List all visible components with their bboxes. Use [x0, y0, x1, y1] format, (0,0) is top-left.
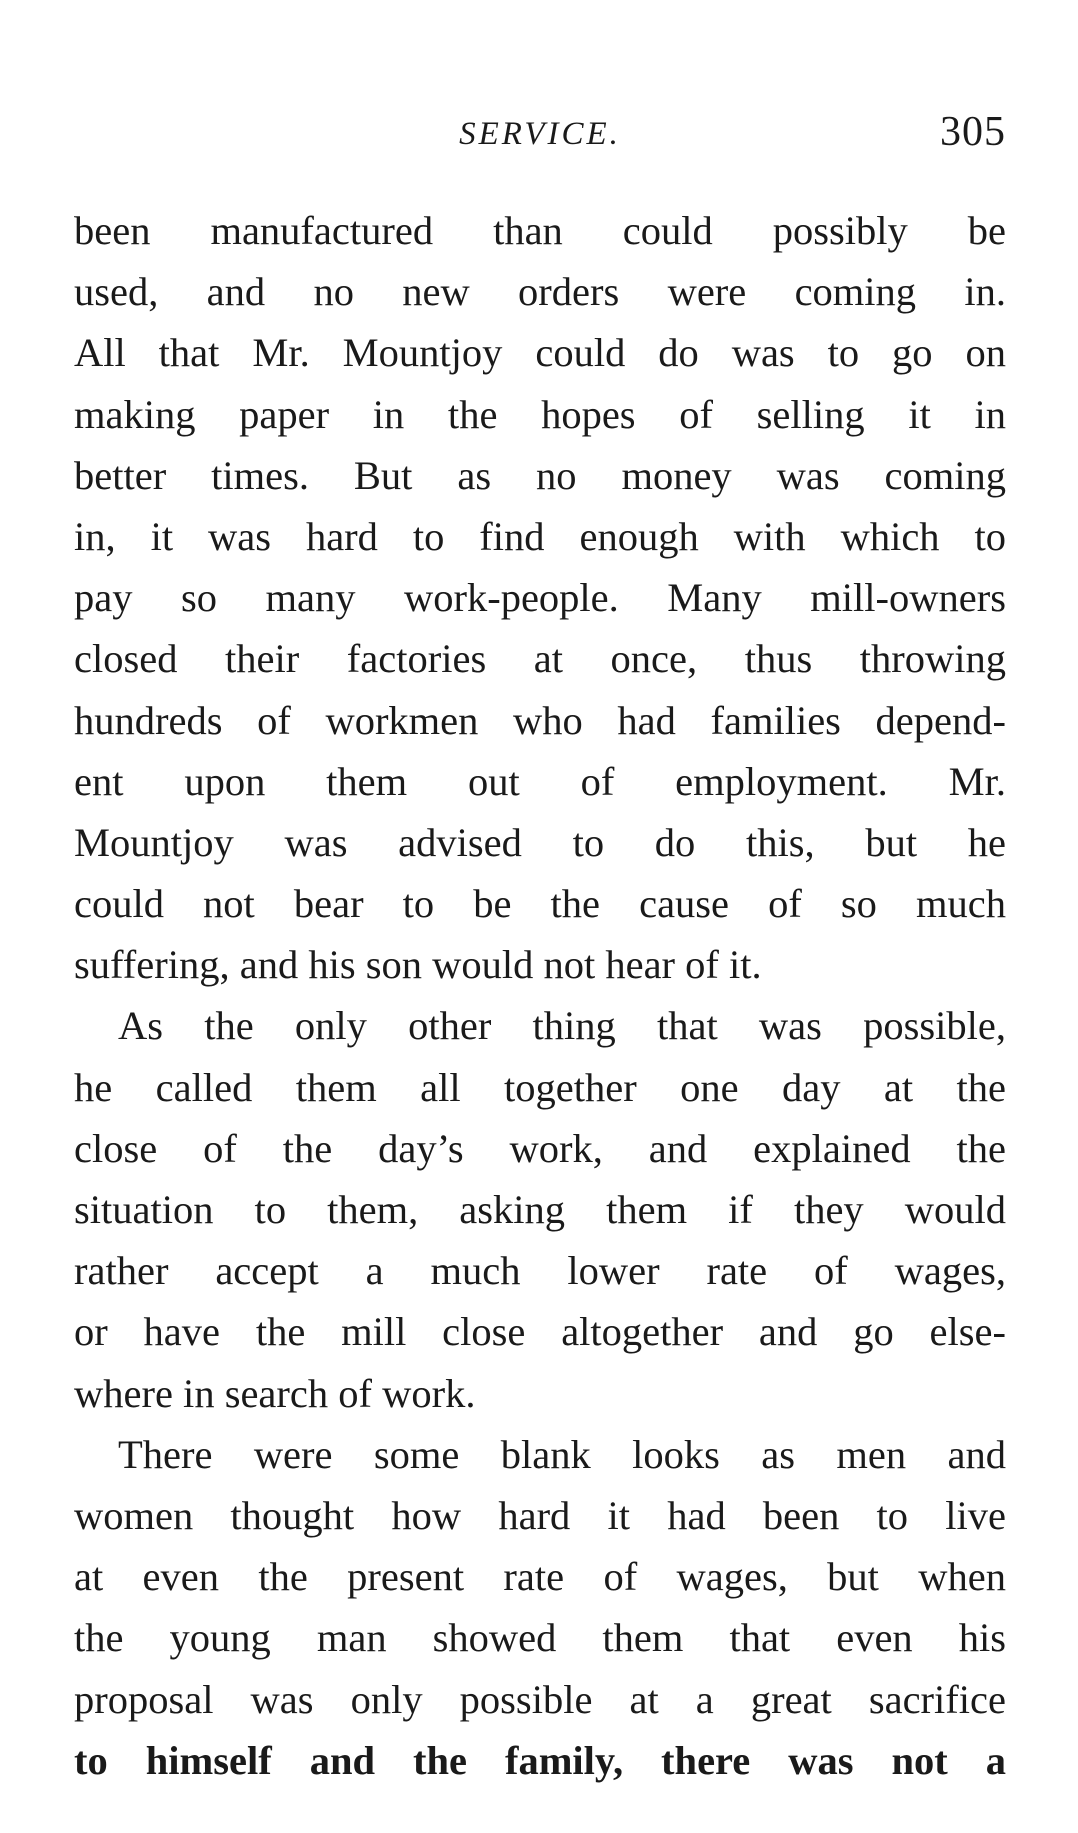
text-line: suffering, and his son would not hear of it.	[74, 942, 762, 988]
running-title: SERVICE.	[459, 116, 621, 152]
paragraph-3	[74, 1424, 1006, 1791]
text-line: women thought how hard it had been to live	[74, 1492, 1006, 1538]
text-line: Mountjoy was advised to do this, but he	[74, 819, 1006, 865]
text-line: or have the mill close altogether and go else-	[74, 1309, 1006, 1355]
text-line: where in search of work.	[74, 1370, 476, 1416]
text-line: could not bear to be the cause of so much	[74, 881, 1006, 927]
body-text	[74, 200, 1006, 1791]
text-line: making paper in the hopes of selling it in	[74, 391, 1006, 437]
text-line: All that Mr. Mountjoy could do was to go on	[74, 330, 1006, 376]
text-line: close of the day’s work, and explained the	[74, 1125, 1006, 1171]
text-line: to himself and the family, there was not a	[74, 1737, 1006, 1783]
paragraph-2	[74, 995, 1006, 1423]
text-line: As the only other thing that was possible,	[118, 1003, 1006, 1049]
text-line: closed their factories at once, thus throwing	[74, 636, 1006, 682]
text-line: been manufactured than could possibly be	[74, 208, 1006, 253]
text-line: used, and no new orders were coming in.	[74, 269, 1006, 315]
text-line: the young man showed them that even his	[74, 1615, 1006, 1661]
text-line: situation to them, asking them if they would	[74, 1187, 1006, 1232]
text-line: proposal was only possible at a great sacrifice	[74, 1676, 1006, 1722]
text-line: better times. But as no money was coming	[74, 452, 1006, 498]
text-line: rather accept a much lower rate of wages,	[74, 1248, 1006, 1294]
text-line: ent upon them out of employment. Mr.	[74, 758, 1006, 804]
text-line: There were some blank looks as men and	[118, 1431, 1006, 1477]
text-line: in, it was hard to find enough with which to	[74, 513, 1006, 559]
paragraph-1	[74, 200, 1006, 995]
text-line: hundreds of workmen who had families depend-	[74, 697, 1006, 743]
page-number: 305	[940, 109, 1006, 155]
running-head	[74, 108, 1006, 168]
text-line: pay so many work-people. Many mill-owners	[74, 575, 1006, 621]
text-line: at even the present rate of wages, but when	[74, 1554, 1006, 1600]
text-line: he called them all together one day at the	[74, 1064, 1006, 1110]
